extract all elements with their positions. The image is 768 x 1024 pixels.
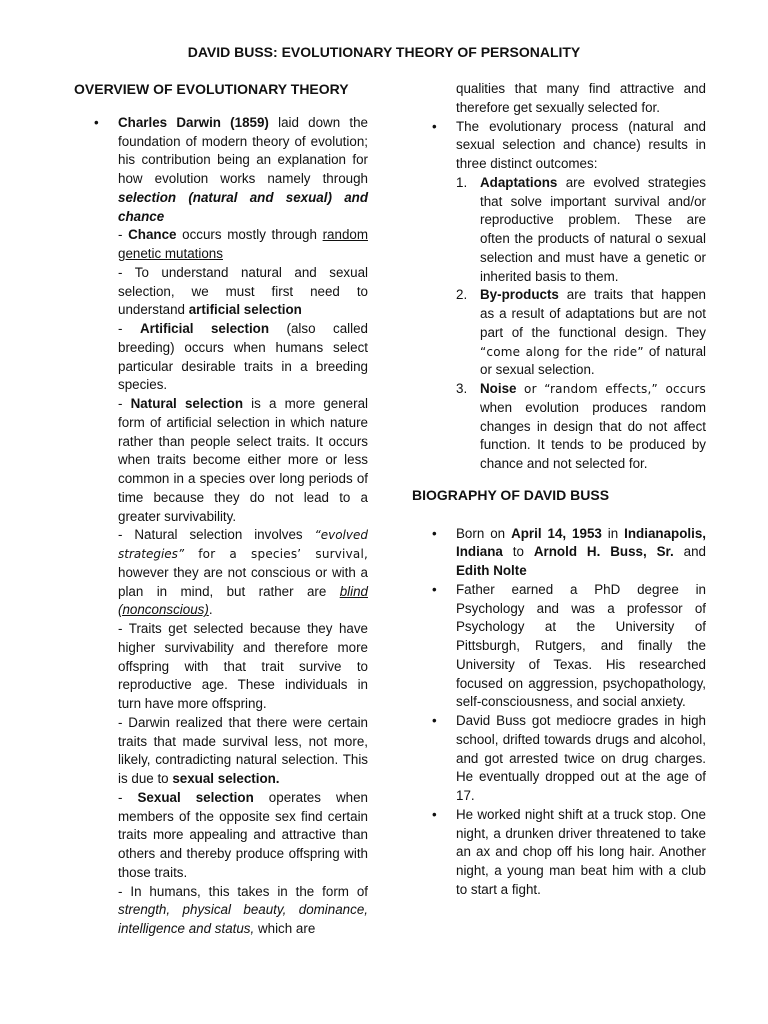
outcome-number: 1.: [456, 174, 468, 190]
term-natural-selection: Natural selection: [130, 396, 243, 411]
outcome-adaptations: [456, 174, 706, 287]
noise-text: when evolution produces random changes in design that do not affect function. It tends to be produced by chance and not selected for.: [480, 399, 706, 471]
born-text: to: [502, 544, 534, 560]
involves-text: - Natural selection involves: [118, 527, 315, 543]
outcome-number: 3.: [456, 381, 468, 396]
bullet-night-shift: • He worked night shift at a truck stop. One night, a drunken driver threatened to take an ax and chop off his long hair. Another night, a young man beat him with a club to start a fight.: [412, 806, 706, 900]
darwin-text: laid down the foundation of modern theory of evolution; his contribution being an explanation for how evolution works namely through: [118, 114, 368, 186]
involves-text-2: however they are not conscious or with a plan in mind, but rather are: [118, 564, 368, 599]
darwin-name: Charles Darwin (1859): [118, 114, 269, 130]
born-text: in: [601, 525, 625, 541]
document-title: DAVID BUSS: EVOLUTIONARY THEORY OF PERSONALITY: [187, 44, 581, 60]
bullet-father: • Father earned a PhD degree in Psychology and was a professor of Psychology at the University of Pittsburgh, Rutgers, and finally the University of Texas. His researched focused on aggression, psychopathology, self-consciousness, and social anxiety.: [412, 581, 706, 712]
paragraph-process: • The evolutionary process (natural and sexual selection and chance) results in three distinct outcomes:: [456, 118, 706, 171]
outcome-noise: [456, 380, 706, 474]
paragraph-continued: qualities that many find attractive and therefore get sexually selected for.: [456, 81, 706, 115]
realized-text: - Darwin realized that there were certain traits that made survival less, not more, likely, contradicting natural selection. This is due to: [118, 714, 368, 786]
paragraph-traits: - Traits get selected because they have higher survivability and therefore more offspring with that trait survive to reproductive age. These individuals in turn have more offspring.: [118, 621, 368, 711]
natural-text: is a more general form of artificial selection in which nature rather than people select traits. It occurs when traits become either more or less common in a species over long periods of time because they do not lead to a greater survivability.: [118, 396, 368, 524]
bullet-darwin: [74, 114, 368, 939]
dash: -: [118, 396, 131, 411]
dash: -: [118, 789, 138, 805]
dash: -: [118, 227, 129, 243]
term-by-products: By-products: [480, 287, 559, 303]
paragraph-humans: [118, 883, 368, 939]
term-artificial: artificial selection: [188, 302, 302, 318]
term-sexual: Sexual selection: [137, 789, 254, 805]
by-products-text-2: of natural or sexual selection.: [480, 343, 706, 378]
blind-text: blind (nonconscious): [118, 583, 368, 618]
bullet-born: [412, 525, 706, 581]
right-column: [412, 80, 706, 900]
section-heading-biography: BIOGRAPHY OF DAVID BUSS: [412, 486, 610, 503]
outcome-number: 2.: [456, 287, 468, 303]
random-mutations-text: random genetic mutations: [118, 227, 368, 261]
understand-text: - To understand natural and sexual selection, we must first need to understand: [118, 264, 368, 318]
ride-quote: “come along for the ride”: [480, 344, 644, 359]
artificial-text: (also called breeding) occurs when humans select particular desirable traits in a breeding species.: [118, 321, 368, 393]
period: .: [208, 602, 213, 618]
random-effects-quote: or “random effects,” occurs: [516, 382, 706, 396]
humans-qualities: strength, physical beauty, dominance, intelligence and status,: [118, 902, 368, 936]
paragraph-realized: [118, 714, 368, 789]
outcome-by-products: [456, 286, 706, 380]
paragraph-understand: [118, 264, 368, 320]
darwin-emphasis: selection (natural and sexual) and chance: [118, 189, 368, 224]
sexual-text: operates when members of the opposite sex find certain traits more appealing and attractive than others and thereby produce offspring with those traits.: [118, 789, 368, 880]
paragraph-artificial: [118, 320, 368, 395]
mother-name: Edith Nolte: [456, 563, 527, 578]
term-sexual-selection: sexual selection.: [172, 771, 280, 786]
bullet-process: [412, 118, 706, 474]
paragraph-darwin: [118, 114, 368, 227]
spacer: [412, 474, 706, 486]
paragraph-natural: [118, 395, 368, 526]
evolved-strategies-quote: “evolved strategies”: [118, 528, 368, 561]
dash: -: [118, 321, 140, 336]
born-text: Born on: [456, 525, 512, 541]
survival-text: for a species’ survival,: [184, 547, 368, 561]
by-products-text: are traits that happen as a result of adaptations but are not part of the functional design. They: [480, 287, 706, 340]
father-name: Arnold H. Buss, Sr.: [533, 544, 674, 560]
spacer: [412, 505, 706, 525]
birth-place: Indianapolis, Indiana: [456, 525, 706, 560]
term-artificial-selection: Artificial selection: [139, 321, 270, 336]
outcomes-list: [456, 174, 706, 474]
birth-date: April 14, 1953: [511, 525, 602, 541]
paragraph-sexual: [118, 789, 368, 883]
term-adaptations: Adaptations: [480, 174, 558, 190]
chance-text: occurs mostly through: [176, 227, 323, 243]
paragraph-involves: [118, 526, 368, 620]
term-chance: Chance: [128, 227, 177, 243]
born-text: and: [673, 544, 707, 560]
humans-text-2: which are: [254, 921, 316, 936]
left-column: [74, 80, 368, 939]
term-noise: Noise: [480, 381, 517, 396]
section-heading-overview: OVERVIEW OF EVOLUTIONARY THEORY: [74, 81, 349, 97]
adaptations-text: are evolved strategies that solve important survival and/or reproductive problem. These are often the products of natural o sexual selection and must have a genetic or inherited basis to them.: [480, 174, 706, 284]
paragraph-chance: [118, 226, 368, 264]
humans-text: - In humans, this takes in the form of: [118, 883, 368, 899]
bullet-grades: • David Buss got mediocre grades in high school, drifted towards drugs and alcohol, and got arrested twice on drug charges. He eventually dropped out at the age of 17.: [412, 712, 706, 806]
